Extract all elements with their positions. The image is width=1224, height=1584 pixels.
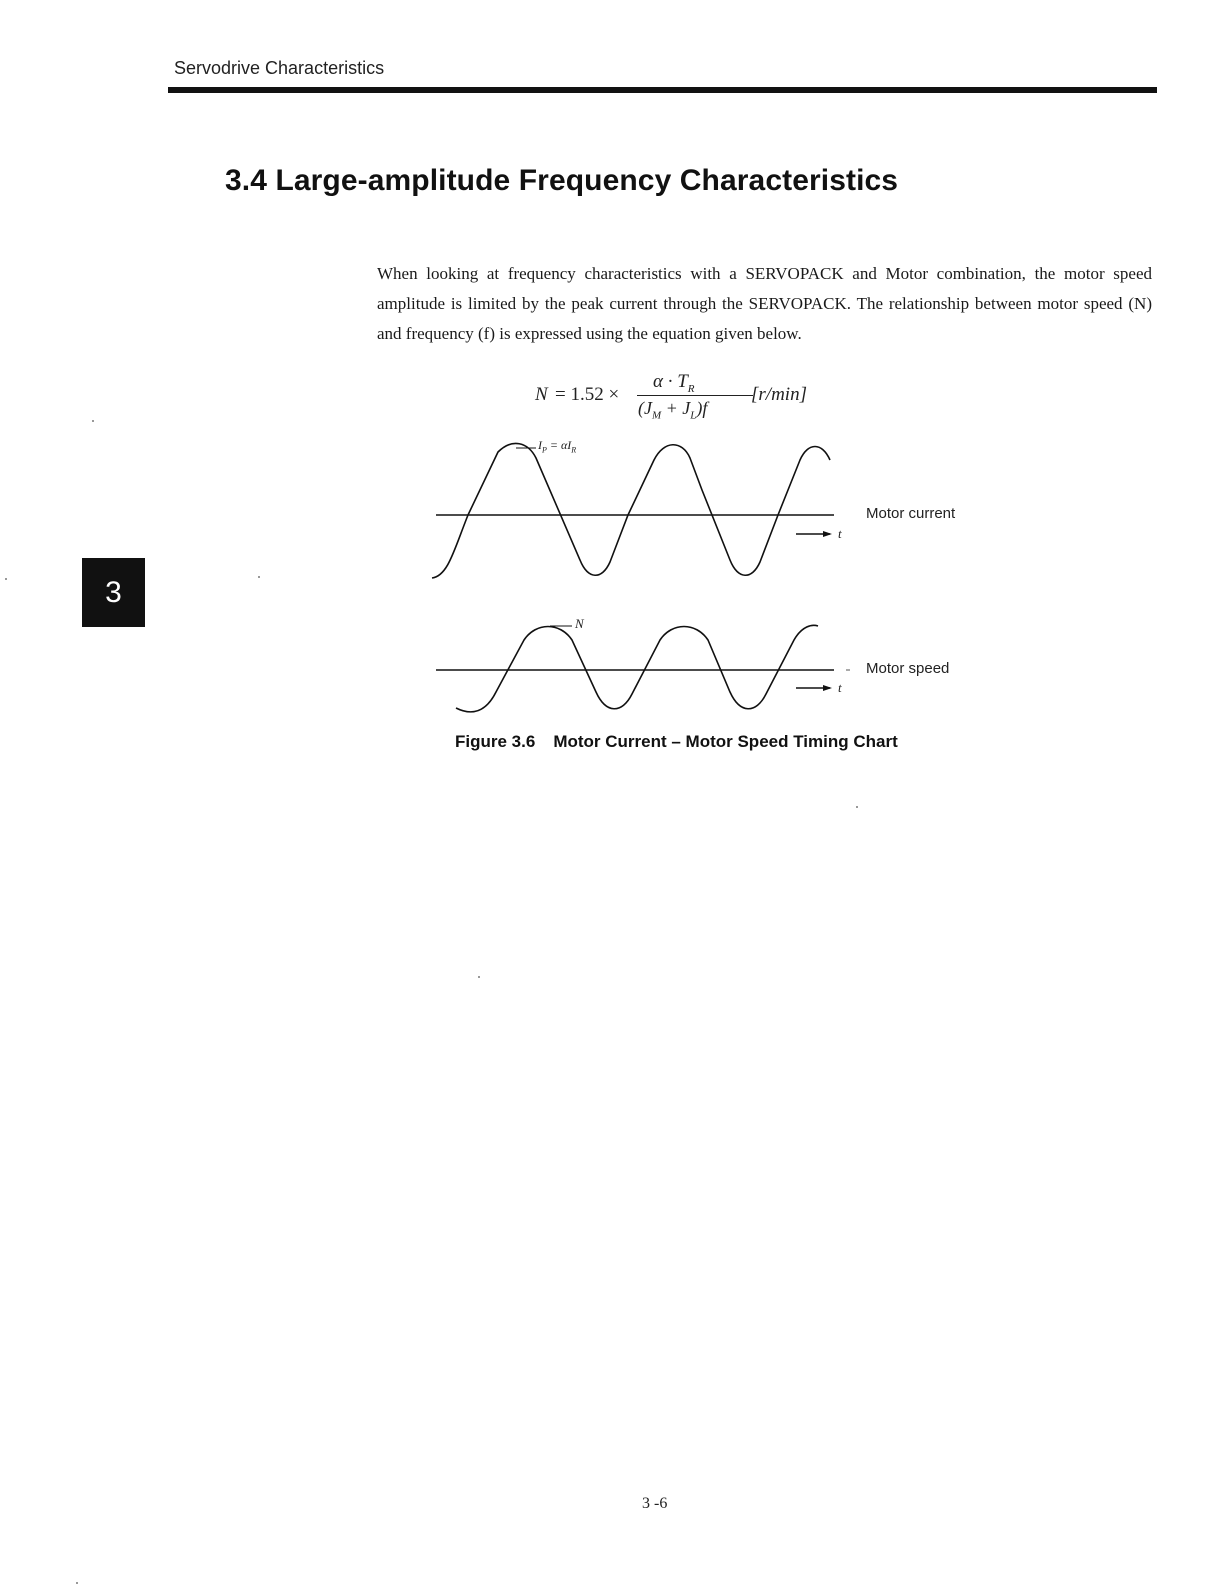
equation-numerator: $\alpha \cdot T_R$ [653,371,695,395]
intro-paragraph: When looking at frequency characteristics with a SERVOPACK and Motor combination, the motor speed amplitude is limited by the peak current through the SERVOPACK. The relationship between motor speed (N) and frequency (f) is expressed using the equation given below. [377,264,1152,343]
figure-number: Figure 3.6 [455,732,536,751]
scan-speck [258,576,260,578]
motor-speed-label: Motor speed [866,660,950,677]
motor-current-label: Motor current [866,505,956,522]
timing-chart [420,430,980,730]
equation-fraction-bar [637,395,753,396]
equation-lhs: N [535,384,548,405]
current-time-label: t [838,526,842,541]
scan-speck [478,976,480,978]
current-arrowhead [823,531,832,537]
scan-speck [92,420,94,422]
running-header: Servodrive Characteristics [174,58,385,78]
figure-title: Motor Current – Motor Speed Timing Chart [553,732,898,751]
speed-peak-label: N [575,616,584,631]
page-number: 3 -6 [642,1495,668,1512]
equation-unit: [r/min] [751,384,807,405]
current-waveform [432,443,830,578]
speed-arrowhead [823,685,832,691]
speed-equation [535,371,835,423]
scan-speck [856,806,858,808]
current-peak-label: $I_P = \alpha I_R$ [538,438,577,455]
equation-operator: = 1.52 × [555,384,620,405]
equation-denominator: $(J_M + J_L)f$ [638,398,708,422]
section-title: 3.4 Large-amplitude Frequency Characteristics [225,164,899,197]
speed-waveform [456,625,818,712]
scan-speck [5,578,7,580]
figure-caption [455,732,898,752]
header-rule [168,87,1157,93]
speed-time-label: t [838,680,842,695]
chapter-tab: 3 [82,558,145,627]
